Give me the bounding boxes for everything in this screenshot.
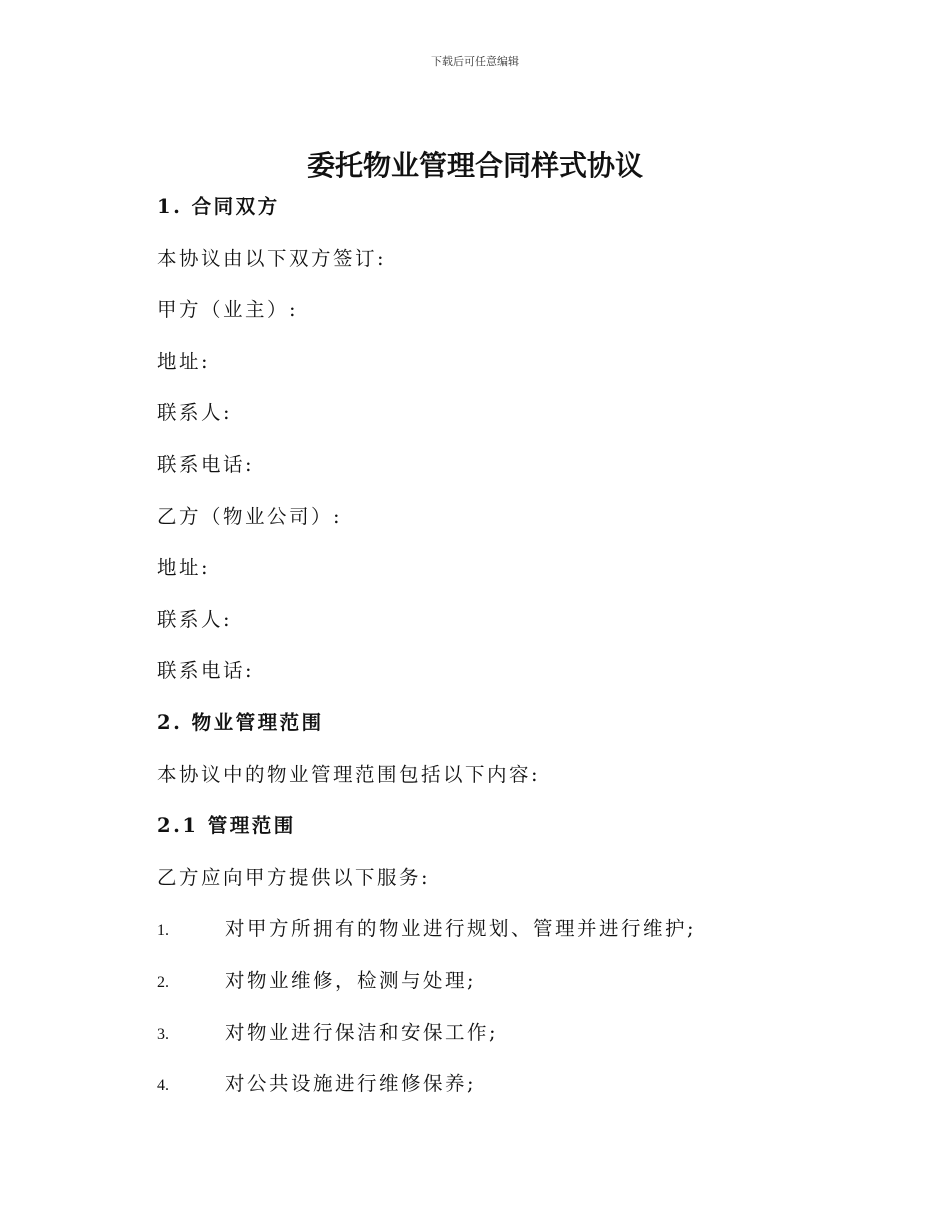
party-a-label: 甲方（业主）:	[157, 298, 299, 322]
party-b-label: 乙方（物业公司）:	[157, 504, 343, 528]
list-item-number: 4.	[157, 1077, 169, 1095]
section-2-1-heading: 2.1 管理范围	[157, 814, 296, 838]
list-item-number: 2.	[157, 973, 169, 991]
page-header-note: 下载后可任意编辑	[431, 55, 519, 68]
section-2-1-intro: 乙方应向甲方提供以下服务:	[157, 865, 431, 889]
list-item	[157, 1016, 857, 1068]
list-item	[157, 912, 857, 964]
section-2-heading: 2. 物业管理范围	[157, 710, 324, 734]
section-1-heading: 1. 合同双方	[157, 195, 280, 218]
party-b-address: 地址:	[157, 556, 211, 580]
section-2-intro: 本协议中的物业管理范围包括以下内容:	[157, 762, 541, 786]
party-a-address: 地址:	[157, 349, 211, 373]
list-item	[157, 1067, 857, 1119]
party-b-contact: 联系人:	[157, 607, 233, 631]
party-a-phone: 联系电话:	[157, 452, 255, 476]
party-b-phone: 联系电话:	[157, 659, 255, 683]
list-item-text: 对物业进行保洁和安保工作;	[225, 1020, 499, 1044]
section-1-intro: 本协议由以下双方签订:	[157, 246, 387, 270]
list-item-number: 3.	[157, 1025, 169, 1043]
party-a-contact: 联系人:	[157, 401, 233, 425]
list-item-text: 对甲方所拥有的物业进行规划、管理并进行维护;	[225, 917, 697, 941]
list-item-text: 对公共设施进行维修保养;	[225, 1072, 477, 1096]
list-item-text: 对物业维修，检测与处理;	[225, 968, 477, 992]
list-item-number: 1.	[157, 922, 169, 940]
document-title: 委托物业管理合同样式协议	[306, 149, 643, 182]
list-item	[157, 964, 857, 1016]
document-body	[157, 190, 857, 1119]
